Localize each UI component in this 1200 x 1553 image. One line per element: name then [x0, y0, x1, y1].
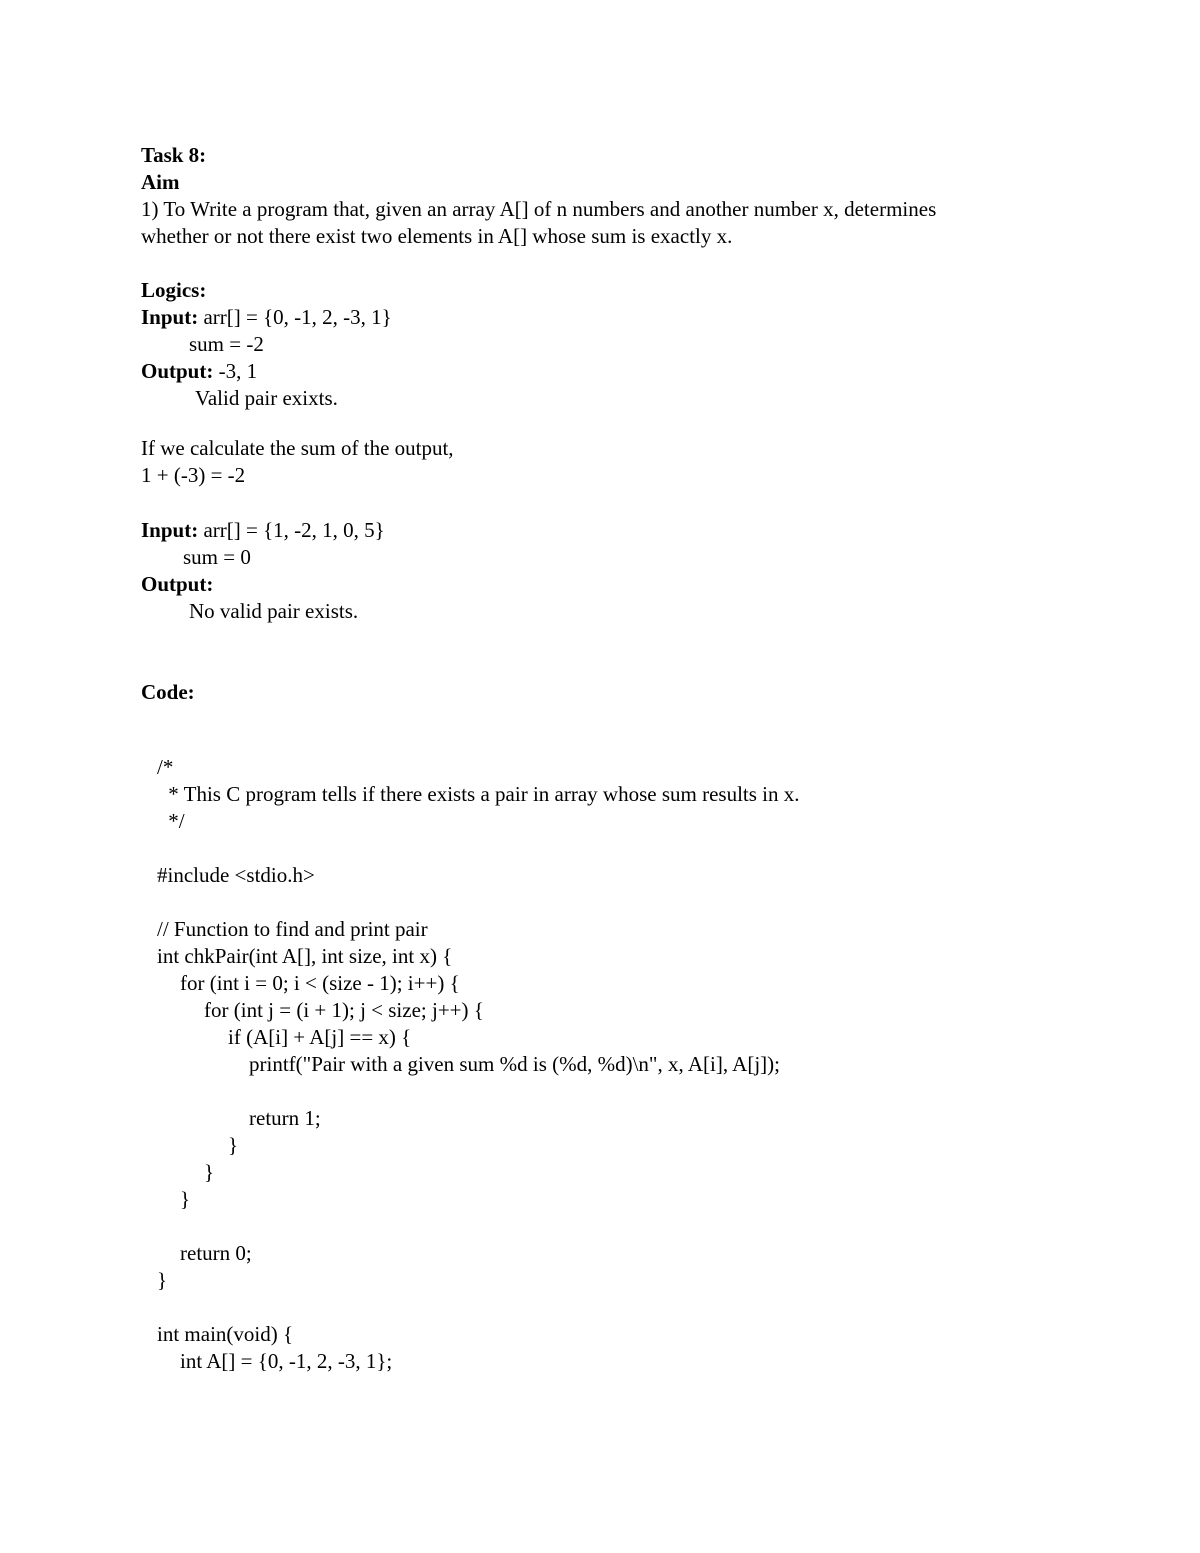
code-line: */: [163, 809, 185, 833]
example2-sum: sum = 0: [183, 545, 251, 569]
code-line: int chkPair(int A[], int size, int x) {: [157, 944, 453, 968]
code-line: for (int j = (i + 1); j < size; j++) {: [204, 998, 484, 1022]
example1-result: Valid pair exixts.: [195, 386, 338, 410]
aim-text-line-2: whether or not there exist two elements in A[] whose sum is exactly x.: [141, 224, 733, 248]
code-line: }: [180, 1187, 191, 1211]
aim-label: Aim: [141, 170, 180, 194]
example2-input-label: Input:: [141, 518, 199, 542]
code-line: * This C program tells if there exists a pair in array whose sum results in x.: [163, 782, 800, 806]
example2-input-value: arr[] = {1, -2, 1, 0, 5}: [198, 518, 385, 542]
code-line: for (int i = 0; i < (size - 1); i++) {: [180, 971, 460, 995]
code-line: return 1;: [249, 1106, 321, 1130]
code-line: return 0;: [180, 1241, 252, 1265]
code-line: }: [228, 1133, 239, 1157]
code-heading: Code:: [141, 680, 195, 704]
code-line: }: [157, 1268, 168, 1292]
aim-text-line-1: 1) To Write a program that, given an array A[] of n numbers and another number x, determines: [141, 197, 937, 221]
explanation-line-1: If we calculate the sum of the output,: [141, 436, 454, 460]
example2-output-label: Output:: [141, 572, 214, 596]
code-line: }: [204, 1160, 215, 1184]
code-line: printf("Pair with a given sum %d is (%d, %d)\n", x, A[i], A[j]);: [249, 1052, 780, 1076]
example2-result: No valid pair exists.: [189, 599, 359, 623]
task-title: Task 8:: [141, 143, 207, 167]
example2-input: [141, 517, 385, 544]
logics-heading: Logics:: [141, 278, 207, 302]
example1-output: [141, 358, 257, 385]
code-line: int main(void) {: [157, 1322, 294, 1346]
example1-output-value: -3, 1: [213, 359, 258, 383]
example1-sum: sum = -2: [189, 332, 264, 356]
example1-output-label: Output:: [141, 359, 214, 383]
example1-input: [141, 304, 392, 331]
code-line: int A[] = {0, -1, 2, -3, 1};: [180, 1349, 393, 1373]
explanation-line-2: 1 + (-3) = -2: [141, 463, 246, 487]
example1-input-label: Input:: [141, 305, 199, 329]
code-line: if (A[i] + A[j] == x) {: [228, 1025, 412, 1049]
code-line: #include <stdio.h>: [157, 863, 315, 887]
example1-input-value: arr[] = {0, -1, 2, -3, 1}: [198, 305, 392, 329]
code-line: /*: [157, 755, 174, 779]
code-line: // Function to find and print pair: [157, 917, 428, 941]
